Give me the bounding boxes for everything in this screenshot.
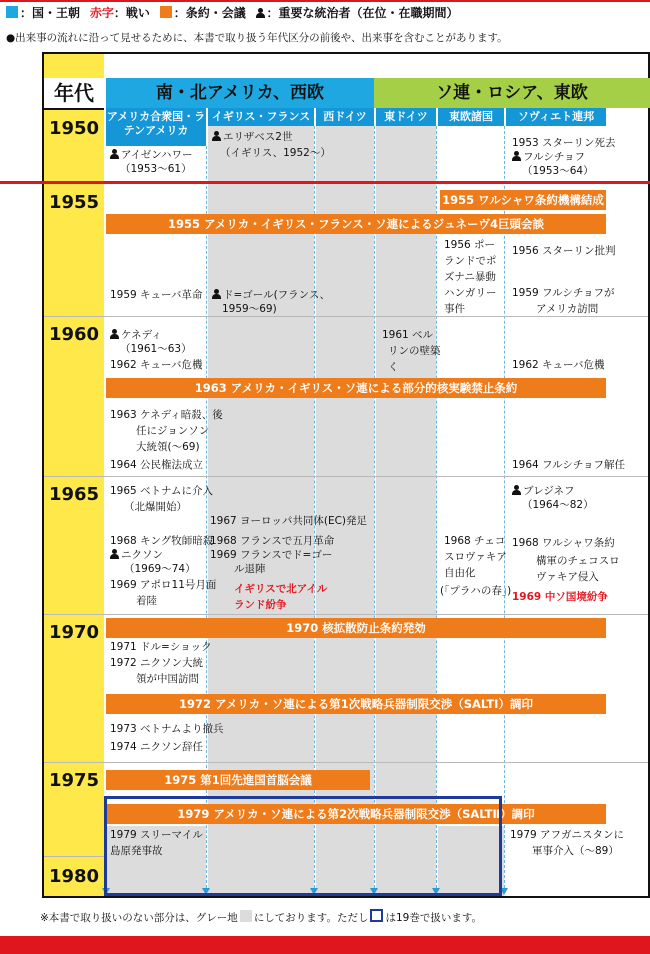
event-1968-slovakia: スロヴァキア	[444, 551, 507, 563]
event-kennedy	[110, 328, 162, 343]
person-icon	[110, 549, 119, 559]
event-1956-stalin-criticism: 1956 スターリン批判	[512, 245, 616, 257]
event-1968-liberalization: 自由化	[444, 567, 476, 579]
column-east-germany: 東ドイツ	[376, 108, 436, 126]
event-text: フルシチョフ	[523, 151, 586, 163]
event-1968-may: 1968 フランスで五月革命	[210, 535, 335, 547]
event-1969-sino-soviet: 1969 中ソ国境紛争	[512, 591, 608, 603]
event-text: ケネディ	[121, 329, 162, 341]
band-1955-geneva: 1955 アメリカ・イギリス・フランス・ソ連によるジュネーヴ4巨頭会談	[106, 214, 606, 234]
legend-note: ●出来事の流れに沿って見せるために、本書で取り扱う年代区分の前後や、出来事を含むことがあります。	[6, 32, 508, 44]
event-degaulle	[212, 288, 330, 303]
person-icon	[110, 149, 119, 159]
event-1963-assassination: 1963 ケネディ暗殺、後	[110, 409, 223, 421]
band-1979-salt2: 1979 アメリカ・ソ連による第2次戦略兵器制限交渉（SALTⅡ）調印	[106, 804, 606, 824]
event-1968-prague: (「プラハの春」)	[440, 585, 512, 597]
event-text: アイゼンハワー	[121, 149, 193, 161]
event-text: エリザベス2世	[223, 131, 293, 143]
event-1961-built: く	[388, 361, 399, 373]
band-1955-warsaw: 1955 ワルシャワ条約機構結成	[440, 190, 606, 210]
person-icon	[110, 329, 119, 339]
column-eastern-europe: 東欧諸国	[438, 108, 504, 126]
event-1969-apollo: 1969 アポロ11号月面	[110, 579, 217, 591]
year-1955: 1955	[48, 192, 100, 213]
event-1967-ec: 1967 ヨーロッパ共同体(EC)発足	[210, 515, 368, 527]
event-1974-resign: 1974 ニクソン辞任	[110, 741, 204, 753]
top-red-bar	[0, 0, 650, 2]
legend-ruler: ：重要な統治者（在位・在職期間）	[256, 6, 459, 20]
event-1968-invasion: ヴァキア侵入	[536, 571, 599, 583]
footer-text: にしております。ただし	[253, 912, 369, 924]
event-elizabeth-term: （イギリス、1952〜）	[220, 147, 331, 159]
event-1964-civil-rights: 1964 公民権法成立	[110, 459, 204, 471]
band-1975-summit: 1975 第1回先進国首脳会議	[106, 770, 370, 790]
person-icon	[256, 8, 265, 18]
legend-treaty: ：条約・会議	[160, 6, 246, 20]
column-ussr: ソヴィエト連邦	[506, 108, 606, 126]
column-west-germany: 西ドイツ	[316, 108, 374, 126]
event-1968-warsaw-invasion: 1968 ワルシャワ条約	[512, 537, 615, 549]
event-elizabeth	[212, 130, 292, 145]
year-1965: 1965	[48, 484, 100, 505]
event-1962-missile: 1962 キューバ危機	[110, 359, 203, 371]
event-kennedy-term: （1961〜63）	[120, 343, 192, 355]
blue-box-swatch	[370, 909, 383, 922]
column-divider	[436, 126, 437, 888]
separator-1970	[44, 614, 648, 615]
column-uk-fr: イギリス・フランス	[208, 108, 314, 126]
person-icon	[212, 289, 221, 299]
event-1969-landing: 着陸	[136, 595, 157, 607]
column-americas: アメリカ合衆国・ラテンアメリカ	[106, 108, 206, 146]
footer-text: ※本書で取り扱いのない部分は、グレー地	[40, 912, 238, 924]
event-nixon	[110, 548, 163, 563]
event-1956-hungary: ハンガリー	[444, 287, 497, 299]
event-1968-king: 1968 キング牧師暗殺	[110, 535, 214, 547]
event-text: ド=ゴール(フランス、	[223, 289, 331, 301]
event-1979-intervention: 軍事介入（〜89）	[532, 845, 619, 857]
event-eisenhower-term: （1953〜61）	[120, 163, 192, 175]
grey-swatch	[240, 910, 252, 922]
footer-text: は19巻で扱います。	[385, 912, 483, 924]
event-1969-degaulle-out: 1969 フランスでド=ゴー	[210, 549, 333, 561]
year-1950: 1950	[48, 118, 100, 139]
event-1973-withdrawal: 1973 ベトナムより撤兵	[110, 723, 224, 735]
event-1961-berlin-wall: 1961 ベル	[382, 329, 434, 341]
event-1965-vietnam: 1965 ベトナムに介入	[110, 485, 214, 497]
column-divider	[504, 126, 505, 888]
band-1970-npt: 1970 核拡散防止条約発効	[106, 618, 606, 638]
event-1963-president: 大統領(〜69)	[136, 441, 200, 453]
west-region-header: 南・北アメリカ、西欧	[106, 78, 374, 108]
event-northern-ireland-conflict: ランド紛争	[234, 599, 287, 611]
event-1961-wall: リンの壁築	[388, 345, 441, 357]
band-1972-salt1: 1972 アメリカ・ソ連による第1次戦略兵器制限交渉（SALTⅠ）調印	[106, 694, 606, 714]
event-1956-poznan: ランドでポ	[444, 255, 497, 267]
event-1972-nixon-china: 1972 ニクソン大統	[110, 657, 204, 669]
bottom-red-bar	[0, 936, 650, 954]
separator-1965	[44, 476, 648, 477]
event-khrushchev	[512, 150, 585, 165]
event-brezhnev-term: （1964〜82）	[522, 499, 594, 511]
event-1959-cuba: 1959 キューバ革命	[110, 289, 203, 301]
event-1971-dollar: 1971 ドル=ショック	[110, 641, 212, 653]
event-northern-ireland: イギリスで北アイル	[234, 583, 328, 595]
event-1968-czechoslovakia: 構軍のチェコスロ	[536, 555, 620, 567]
event-1964-dismissed: 1964 フルシチョフ解任	[512, 459, 626, 471]
separator-1975	[44, 762, 648, 763]
year-1970: 1970	[48, 622, 100, 643]
person-icon	[212, 131, 221, 141]
event-1979-accident: 島原発事故	[110, 845, 163, 857]
event-text: ニクソン	[121, 549, 163, 561]
event-1959-america: アメリカ訪問	[536, 303, 599, 315]
event-brezhnev	[512, 484, 575, 499]
legend	[6, 4, 465, 21]
vol19-box	[104, 796, 502, 896]
year-header: 年代	[44, 78, 104, 110]
event-1968-czech: 1968 チェコ	[444, 535, 506, 547]
event-1953-stalin: 1953 スターリン死去	[512, 137, 616, 149]
year-1960: 1960	[48, 324, 100, 345]
legend-country: ：国・王朝	[6, 6, 80, 20]
event-1956-riot: ズナニ暴動	[444, 271, 496, 283]
band-1963-test-ban: 1963 アメリカ・イギリス・ソ連による部分的核実験禁止条約	[106, 378, 606, 398]
event-khrushchev-term: （1953〜64）	[522, 165, 594, 177]
person-icon	[512, 485, 521, 495]
column-divider	[374, 126, 375, 888]
event-text: ブレジネフ	[523, 485, 575, 497]
event-1972-visit: 領が中国訪問	[136, 673, 199, 685]
event-eisenhower	[110, 148, 193, 163]
east-region-header: ソ連・ロシア、東欧	[374, 78, 650, 108]
footer-note	[40, 909, 482, 925]
event-1959-khrushchev-visit: 1959 フルシチョフが	[512, 287, 615, 299]
event-1979-afghanistan: 1979 アフガニスタンに	[510, 829, 624, 841]
event-degaulle-term: 1959〜69)	[222, 303, 277, 315]
event-1965-bombing: （北爆開始）	[124, 501, 187, 513]
year-1980: 1980	[48, 866, 100, 887]
year-1975: 1975	[48, 770, 100, 791]
event-nixon-term: （1969〜74）	[124, 563, 196, 575]
legend-battle: 赤字：戦い	[89, 6, 150, 20]
event-1956-poland: 1956 ポー	[444, 239, 496, 251]
event-1963-johnson: 任にジョンソン	[136, 425, 210, 437]
event-1969-resign: ル退陣	[234, 563, 266, 575]
event-1962-missile-ussr: 1962 キューバ危機	[512, 359, 605, 371]
separator-1980	[44, 856, 104, 857]
red-line-1955	[0, 181, 650, 184]
event-1956-incident: 事件	[444, 303, 465, 315]
person-icon	[512, 151, 521, 161]
event-1979-tmi: 1979 スリーマイル	[110, 829, 203, 841]
